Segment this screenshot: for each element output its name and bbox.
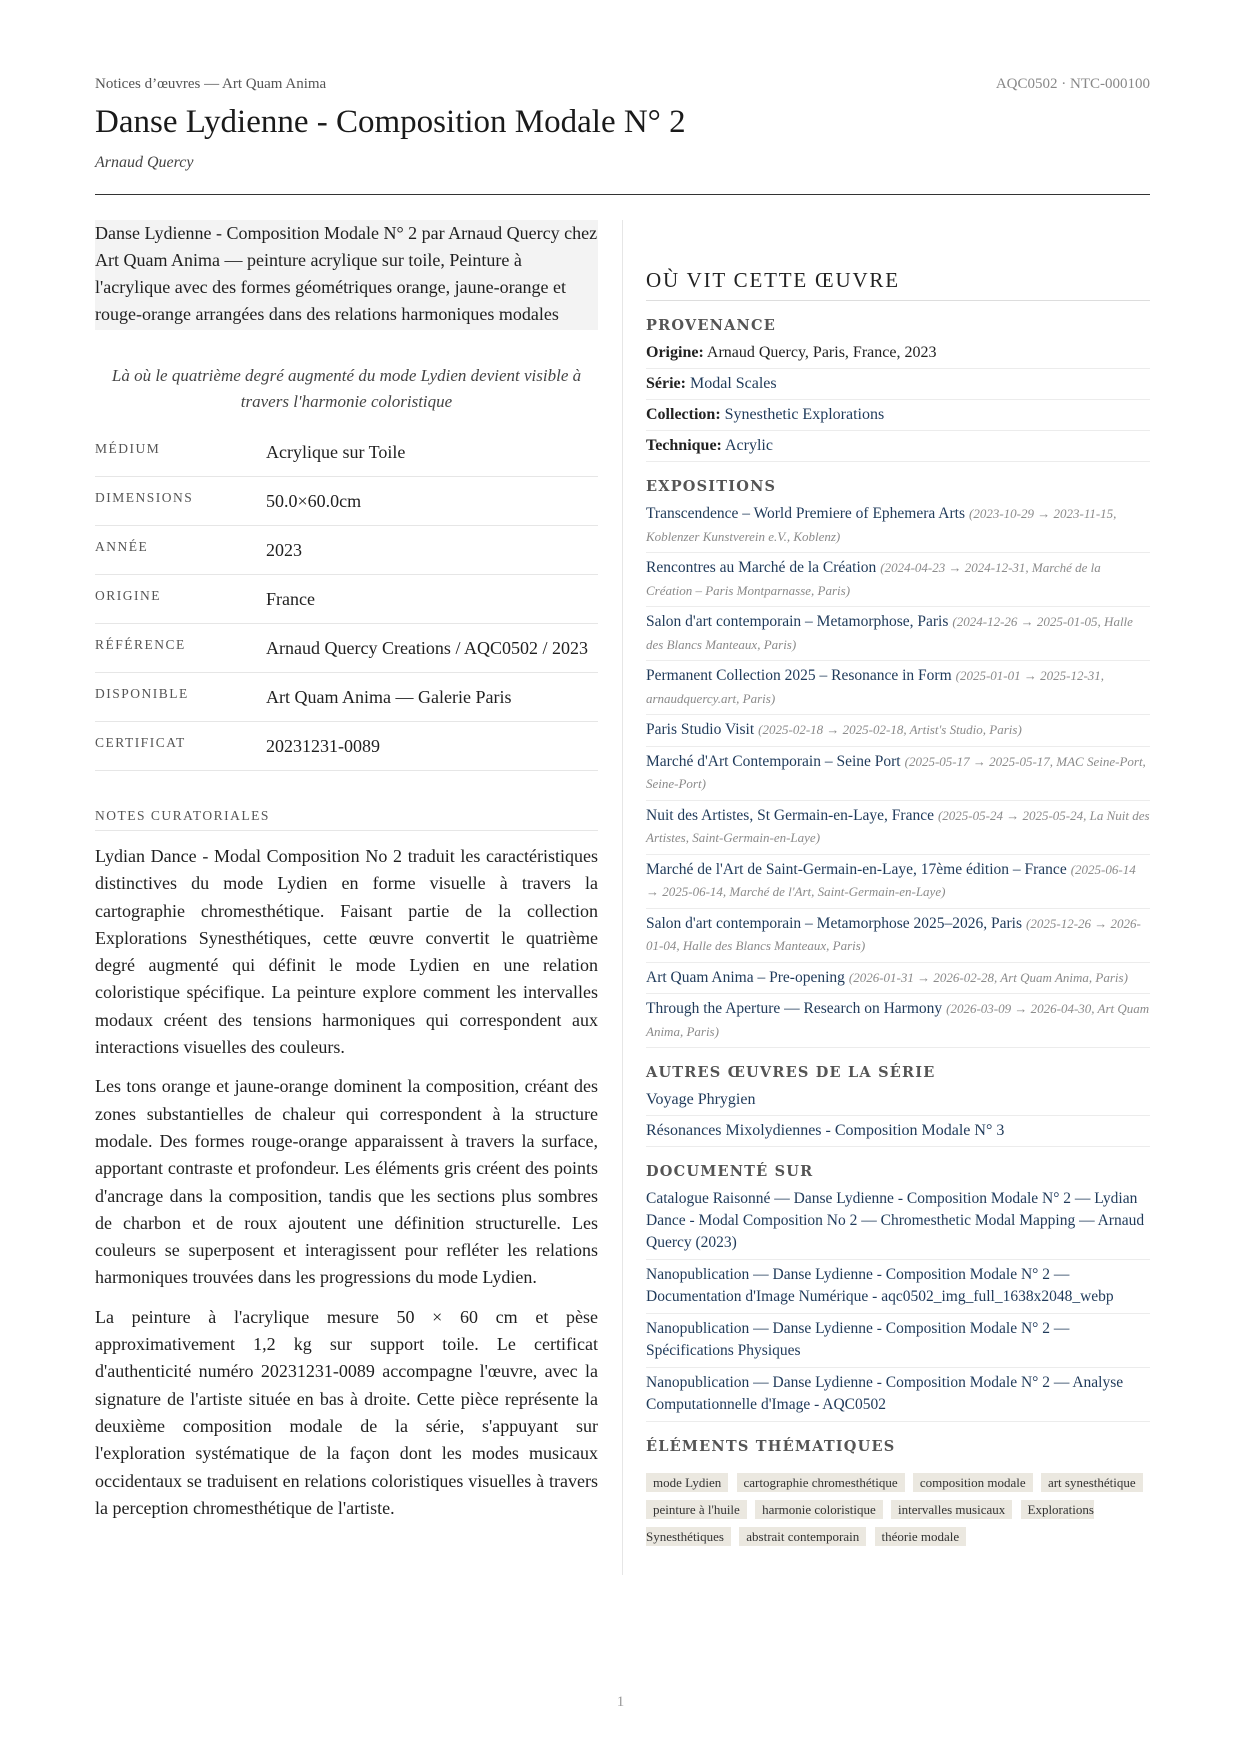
- provenance-link[interactable]: Modal Scales: [689, 375, 777, 392]
- notes-paragraph: Les tons orange et jaune-orange dominent la composition, créant des zones substantielles de chaleur qui correspondent à la structure modale. Des formes rouge-orange apparaissent à travers la surface, apportant contraste et profondeur. Les éléments gris créent des points d'ancrage dans la composition, tandis que les sections plus sombres de charbon et de roux ajoutent une définition structurelle. Les couleurs se superposent et interagissent pour refléter les relations harmoniques trouvées dans les progressions du mode Lydien.: [95, 1076, 598, 1288]
- header-reference: AQC0502 · NTC-000100: [995, 76, 1150, 92]
- exhibition-item: [646, 715, 1150, 747]
- metadata-key: ORIGINE: [95, 588, 161, 603]
- theme-tag: harmonie coloristique: [755, 1500, 883, 1519]
- provenance-row: [646, 338, 1150, 369]
- exhibition-dates: (2025-12-26 → 2026-01-04, Halle des Blancs Manteaux, Paris): [646, 915, 1141, 953]
- page-number: 1: [616, 1694, 625, 1710]
- column-divider: [622, 220, 623, 1575]
- documentation-link[interactable]: Catalogue Raisonné — Danse Lydienne - Composition Modale N° 2 — Lydian Dance - Modal Composition No 2 — Chromesthetic Modal Mapping — Arnaud Quercy (2023): [646, 1184, 1150, 1260]
- metadata-value: France: [266, 589, 315, 609]
- provenance-label: Origine:: [646, 344, 704, 361]
- documentation-link[interactable]: Nanopublication — Danse Lydienne - Composition Modale N° 2 — Spécifications Physiques: [646, 1314, 1150, 1368]
- exhibition-dates: (2026-03-09 → 2026-04-30, Art Quam Anima, Paris): [646, 1001, 1150, 1039]
- metadata-row: [95, 477, 598, 526]
- epigraph-quote: Là où le quatrième degré augmenté du mode Lydien devient visible à travers l'harmonie coloristique: [111, 366, 582, 411]
- series-work-link[interactable]: Voyage Phrygien: [646, 1085, 1150, 1116]
- artist-name: Arnaud Quercy: [95, 154, 194, 171]
- metadata-key: DISPONIBLE: [95, 686, 189, 701]
- exhibition-item: [646, 994, 1150, 1048]
- artwork-title: Danse Lydienne - Composition Modale N° 2: [95, 104, 686, 140]
- exhibition-link[interactable]: Salon d'art contemporain – Metamorphose, Paris: [646, 613, 949, 630]
- theme-tag: Explorations Synesthétiques: [646, 1502, 1094, 1544]
- metadata-value: Acrylique sur Toile: [266, 442, 406, 462]
- theme-tag: art synesthétique: [1041, 1473, 1143, 1492]
- provenance-link[interactable]: Acrylic: [725, 437, 773, 454]
- documented-heading: DOCUMENTÉ SUR: [646, 1163, 814, 1180]
- theme-tag: théorie modale: [875, 1527, 967, 1546]
- metadata-value: 50.0×60.0cm: [266, 491, 362, 511]
- exhibitions-heading: EXPOSITIONS: [646, 478, 777, 495]
- provenance-label: Collection:: [646, 406, 721, 423]
- provenance-label: Technique:: [646, 437, 722, 454]
- series-work-link[interactable]: Résonances Mixolydiennes - Composition Modale N° 3: [646, 1116, 1150, 1147]
- exhibition-dates: (2024-04-23 → 2024-12-31, Marché de la Création – Paris Montparnasse, Paris): [646, 560, 1101, 598]
- metadata-key: MÉDIUM: [95, 441, 161, 456]
- metadata-key: DIMENSIONS: [95, 490, 194, 505]
- exhibition-link[interactable]: Transcendence – World Premiere of Ephemera Arts: [646, 505, 965, 522]
- provenance-heading: PROVENANCE: [646, 317, 776, 334]
- documentation-link[interactable]: Nanopublication — Danse Lydienne - Composition Modale N° 2 — Documentation d'Image Numérique - aqc0502_img_full_1638x2048_webp: [646, 1260, 1150, 1314]
- where-it-lives-heading: OÙ VIT CETTE ŒUVRE: [646, 268, 1150, 301]
- exhibition-dates: (2025-01-01 → 2025-12-31, arnaudquercy.art, Paris): [646, 668, 1105, 706]
- metadata-value: Art Quam Anima — Galerie Paris: [266, 687, 512, 707]
- exhibitions-list: [646, 499, 1150, 1048]
- metadata-row: [95, 673, 598, 722]
- notes-paragraph: La peinture à l'acrylique mesure 50 × 60 cm et pèse approximativement 1,2 kg sur support toile. Le certificat d'authenticité numéro 20231231-0089 accompagne l'œuvre, avec la signature de l'artiste située en bas à droite. Cette pièce représente la deuxième composition modale de la série, s'appuyant sur l'exploration systématique de la façon dont les modes musicaux occidentaux se traduisent en relations coloristiques visuelles à travers la perception chromesthétique de l'artiste.: [95, 1306, 598, 1518]
- exhibition-link[interactable]: Rencontres au Marché de la Création: [646, 559, 877, 576]
- curatorial-notes-heading: NOTES CURATORIALES: [95, 808, 598, 831]
- exhibition-link[interactable]: Permanent Collection 2025 – Resonance in Form: [646, 667, 952, 684]
- provenance-row: [646, 369, 1150, 400]
- provenance-link[interactable]: Synesthetic Explorations: [724, 406, 885, 423]
- exhibition-item: [646, 801, 1150, 855]
- theme-tag: composition modale: [913, 1473, 1033, 1492]
- theme-tag: cartographie chromesthétique: [737, 1473, 905, 1492]
- exhibition-item: [646, 747, 1150, 801]
- exhibition-link[interactable]: Through the Aperture — Research on Harmony: [646, 1000, 943, 1017]
- metadata-value: Arnaud Quercy Creations / AQC0502 / 2023: [266, 638, 588, 658]
- curatorial-notes: [95, 843, 598, 1522]
- summary-block: Danse Lydienne - Composition Modale N° 2 par Arnaud Quercy chez Art Quam Anima — peinture acrylique sur toile, Peinture à l'acrylique avec des formes géométriques orange, jaune-orange et rouge-orange arrangées dans des relations harmoniques modales: [95, 220, 598, 330]
- exhibition-item: [646, 607, 1150, 661]
- metadata-key: ANNÉE: [95, 539, 149, 554]
- right-column: [646, 268, 1150, 1550]
- exhibition-item: [646, 499, 1150, 553]
- running-header: [95, 76, 1150, 96]
- exhibition-link[interactable]: Paris Studio Visit: [646, 721, 755, 738]
- exhibition-link[interactable]: Marché de l'Art de Saint-Germain-en-Laye, 17ème édition – France: [646, 860, 1067, 878]
- notes-paragraph: Lydian Dance - Modal Composition No 2 traduit les caractéristiques distinctives du mode Lydien en forme visuelle à travers la cartographie chromesthétique. Faisant partie de la collection Explorations Synesthétiques, cette œuvre convertit le quatrième degré augmenté qui définit le mode Lydien en une relation coloristique spécifique. La peinture explore comment les intervalles modaux créent des tensions harmoniques qui correspondent aux interactions visuelles des couleurs.: [95, 846, 598, 1058]
- metadata-row: [95, 624, 598, 673]
- exhibition-item: [646, 855, 1150, 909]
- metadata-key: RÉFÉRENCE: [95, 637, 186, 652]
- exhibition-link[interactable]: Salon d'art contemporain – Metamorphose 2025–2026, Paris: [646, 914, 1023, 932]
- documentation-link[interactable]: Nanopublication — Danse Lydienne - Composition Modale N° 2 — Analyse Computationnelle d'Image - AQC0502: [646, 1368, 1150, 1422]
- exhibition-item: [646, 963, 1150, 995]
- metadata-value: 2023: [266, 540, 302, 560]
- themes-heading: ÉLÉMENTS THÉMATIQUES: [646, 1438, 896, 1455]
- exhibition-link[interactable]: Nuit des Artistes, St Germain-en-Laye, France: [646, 806, 934, 824]
- theme-tag: abstrait contemporain: [739, 1527, 866, 1546]
- exhibition-dates: (2024-12-26 → 2025-01-05, Halle des Blancs Manteaux, Paris): [646, 614, 1133, 652]
- exhibition-dates: (2023-10-29 → 2023-11-15, Koblenzer Kunstverein e.V., Koblenz): [646, 506, 1117, 544]
- metadata-row: [95, 575, 598, 624]
- metadata-row: [95, 526, 598, 575]
- provenance-row: [646, 431, 1150, 462]
- series-list: [646, 1085, 1150, 1147]
- exhibition-item: [646, 553, 1150, 607]
- metadata-table: [95, 428, 598, 771]
- exhibition-link[interactable]: Marché d'Art Contemporain – Seine Port: [646, 752, 901, 770]
- theme-tag: peinture à l'huile: [646, 1500, 747, 1519]
- provenance-list: [646, 338, 1150, 462]
- exhibition-item: [646, 909, 1150, 963]
- exhibition-dates: (2025-06-14 → 2025-06-14, Marché de l'Art, Saint-Germain-en-Laye): [646, 861, 1136, 899]
- header-source: Notices d’œuvres — Art Quam Anima: [95, 76, 327, 92]
- theme-tags: [646, 1469, 1150, 1550]
- metadata-row: [95, 722, 598, 771]
- exhibition-dates: (2025-05-17 → 2025-05-17, MAC Seine-Port, Seine-Port): [646, 753, 1146, 791]
- exhibition-link[interactable]: Art Quam Anima – Pre-opening: [646, 968, 845, 986]
- metadata-row: [95, 428, 598, 477]
- metadata-key: CERTIFICAT: [95, 735, 186, 750]
- exhibition-dates: (2025-05-24 → 2025-05-24, La Nuit des Artistes, Saint-Germain-en-Laye): [646, 807, 1150, 845]
- provenance-row: [646, 400, 1150, 431]
- provenance-label: Série:: [646, 375, 686, 392]
- theme-tag: mode Lydien: [646, 1473, 728, 1492]
- exhibition-dates: (2025-02-18 → 2025-02-18, Artist's Studio, Paris): [758, 722, 1022, 737]
- documented-list: [646, 1184, 1150, 1422]
- theme-tag: intervalles musicaux: [891, 1500, 1012, 1519]
- exhibition-item: [646, 661, 1150, 715]
- metadata-value: 20231231-0089: [266, 736, 380, 756]
- series-heading: AUTRES ŒUVRES DE LA SÉRIE: [646, 1064, 936, 1081]
- left-column: [95, 220, 598, 1522]
- provenance-value: Arnaud Quercy, Paris, France, 2023: [706, 344, 937, 361]
- document-page: [95, 0, 1150, 1754]
- exhibition-dates: (2026-01-31 → 2026-02-28, Art Quam Anima, Paris): [848, 969, 1128, 985]
- header-rule: [95, 194, 1150, 195]
